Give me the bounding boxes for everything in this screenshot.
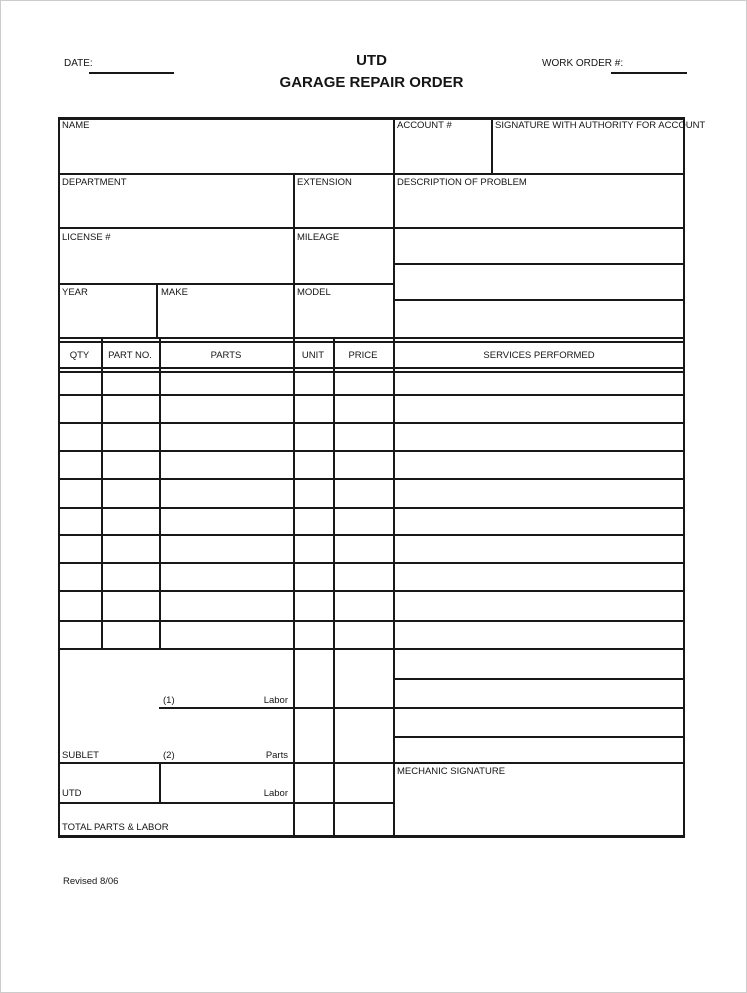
grid-line-h [393,678,685,680]
price-column-header: PRICE [348,350,378,361]
form-grid [58,117,706,838]
grid-line-h [393,736,685,738]
signature-label: SIGNATURE WITH AUTHORITY FOR ACCOUNT [495,120,706,131]
form-title: UTD [356,52,387,69]
sublet-amount-input-area[interactable] [295,709,391,762]
total-amount-input-area[interactable] [295,804,391,835]
grid-line-h [58,283,393,285]
grid-line-h [58,835,685,838]
account-label: ACCOUNT # [397,120,452,131]
mechanic-signature-input-area[interactable] [395,778,681,834]
grid-line-h [58,173,685,175]
sublet-label: SUBLET [62,750,99,761]
utd-labor-label: Labor [263,788,288,799]
name-input-area[interactable] [60,132,391,172]
total-parts-labor-label: TOTAL PARTS & LABOR [62,822,169,833]
parts-index-label: (2) [163,750,175,761]
parts-label: Parts [265,750,288,761]
model-input-area[interactable] [296,298,391,336]
signature-input-area[interactable] [494,132,681,172]
license-label: LICENSE # [62,232,111,243]
department-input-area[interactable] [60,189,291,226]
make-label: MAKE [161,287,188,298]
license-input-area[interactable] [60,243,291,282]
work-order-input-area[interactable] [611,55,687,72]
labor-total-underline [159,707,685,709]
grid-line-h [58,341,685,343]
revised-date-label: Revised 8/06 [63,876,119,887]
extension-label: EXTENSION [297,177,352,188]
work-order-underline [611,72,687,74]
labor-index-label: (1) [163,695,175,706]
extension-input-area[interactable] [296,189,391,226]
parts-table-body-input-area[interactable] [60,373,681,646]
model-label: MODEL [297,287,331,298]
grid-line-v [156,283,158,339]
utd-labor-amount-input-area[interactable] [295,764,391,802]
year-label: YEAR [62,287,88,298]
labor-label: Labor [263,695,288,706]
date-label: DATE: [64,58,93,69]
work-order-label: WORK ORDER #: [542,58,624,69]
part-no-column-header: PART NO. [108,350,152,361]
mileage-input-area[interactable] [296,243,391,282]
grid-line-v [491,117,493,173]
labor-amount-input-area[interactable] [295,650,391,707]
mileage-label: MILEAGE [297,232,340,243]
unit-column-header: UNIT [301,350,325,361]
description-label: DESCRIPTION OF PROBLEM [397,177,527,188]
year-input-area[interactable] [60,298,154,336]
utd-label: UTD [62,788,82,799]
name-label: NAME [62,120,90,131]
parts-column-header: PARTS [210,350,242,361]
grid-line-h [58,337,685,339]
make-input-area[interactable] [159,298,291,336]
form-subtitle: GARAGE REPAIR ORDER [279,74,464,91]
grid-line-v [683,117,685,838]
description-input-area[interactable] [395,189,681,335]
mechanic-signature-label: MECHANIC SIGNATURE [397,766,506,777]
qty-column-header: QTY [69,350,90,361]
department-label: DEPARTMENT [62,177,127,188]
account-input-area[interactable] [395,132,489,172]
services-performed-column-header: SERVICES PERFORMED [483,350,595,361]
